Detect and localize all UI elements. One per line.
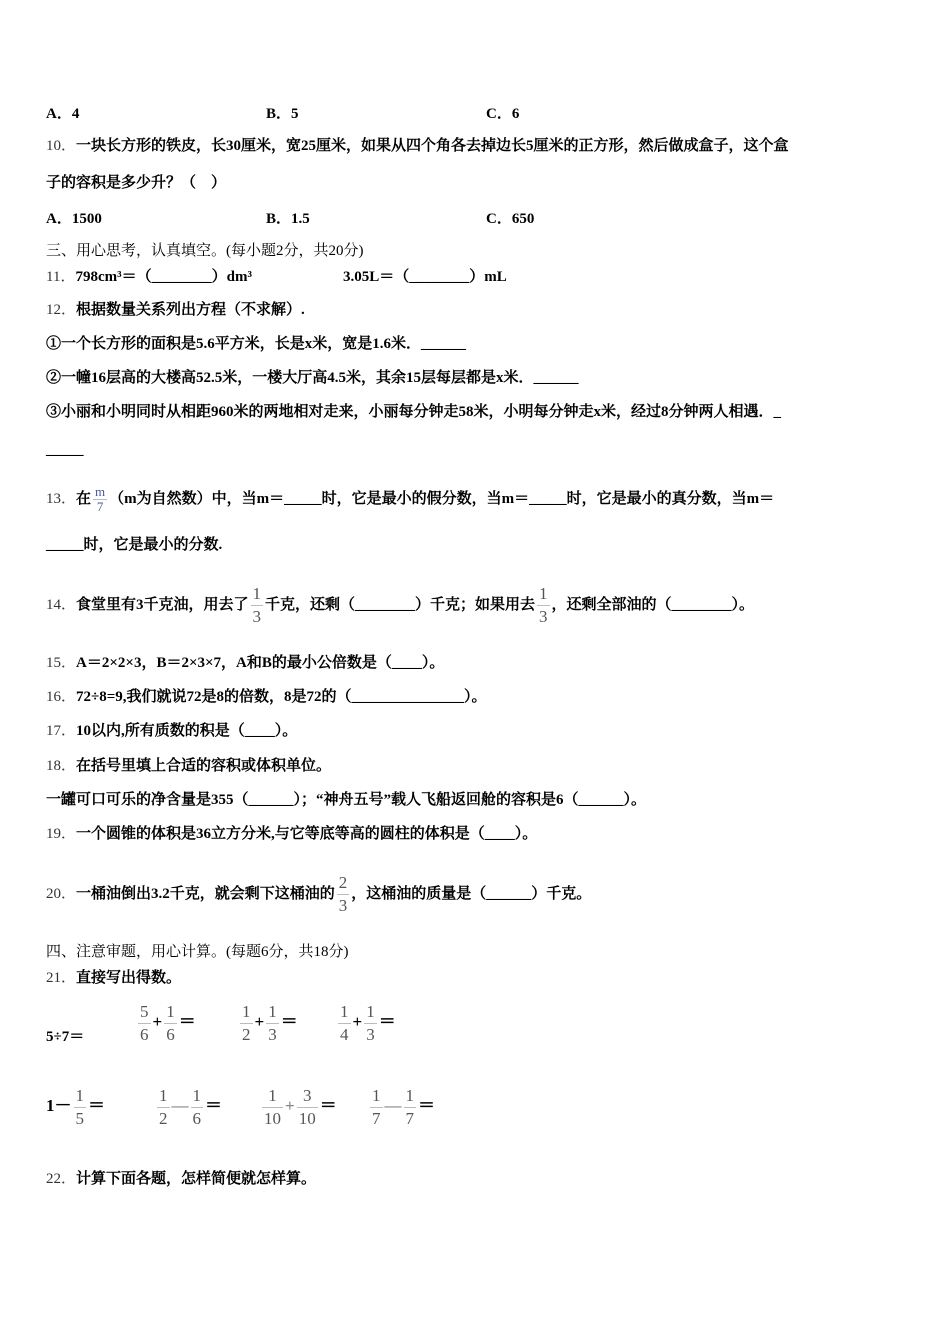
numerator: 3 (297, 1085, 318, 1108)
section-4-heading: 四、注意审题，用心计算。(每题6分，共18分) (46, 944, 349, 960)
section-3-heading: 三、用心思考，认真填空。(每小题2分，共20分) (46, 243, 364, 259)
q17-text: 10以内,所有质数的积是（____）。 (76, 723, 298, 739)
question-12 (46, 300, 305, 320)
numerator: 1 (157, 1085, 170, 1108)
q-number: 18． (46, 758, 77, 774)
denominator: 5 (75, 1109, 84, 1128)
q14-text-b: 千克，还剩（________）千克；如果用去 (265, 597, 536, 613)
q21-text: 直接写出得数。 (76, 970, 182, 986)
q12-item-2: ②一幢16层高的大楼高52.5米，一楼大厅高4.5米，其余15层每层都是x米．______ (46, 370, 579, 386)
fraction (364, 1001, 377, 1046)
equals-sign: ＝ (178, 1011, 196, 1031)
fraction (93, 485, 107, 514)
calc-item: 5÷7＝ (46, 1029, 85, 1045)
q-number: 21． (46, 970, 77, 986)
q-number: 22． (46, 1171, 77, 1187)
denominator: 7 (96, 499, 104, 514)
numerator: 1 (364, 1001, 377, 1024)
question-16 (46, 687, 487, 707)
q14-text-c: ，还剩全部油的（________）。 (551, 597, 755, 613)
q10-option-a: A．1500 (46, 211, 102, 227)
q13-text-b: （m为自然数）中，当m＝_____时，它是最小的假分数，当m＝_____时，它是最小的真分数，当m＝ (109, 490, 775, 507)
q12-item-3: ③小丽和小明同时从相距960米的两地相对走来，小丽每分钟走58米，小明每分钟走x米，经过8分钟两人相遇．_ (46, 404, 782, 420)
q13-text-a: 在 (76, 490, 92, 507)
fraction (240, 1001, 253, 1046)
q16-text: 72÷8=9,我们就说72是8的倍数，8是72的（_______________）。 (76, 689, 487, 705)
q12-item-1: ①一个长方形的面积是5.6平方米，长是x米，宽是1.6米．______ (46, 336, 467, 352)
equals-sign: ＝ (378, 1011, 396, 1031)
equals-sign: ＝ (88, 1095, 105, 1115)
q10-text: 一块长方形的铁皮，长30厘米，宽25厘米，如果从四个角各去掉边长5厘米的正方形，然后做成盒子，这个盒 (76, 138, 789, 154)
denominator: 6 (192, 1109, 201, 1128)
q9-option-c: C．6 (486, 106, 520, 122)
numerator: 1 (537, 583, 550, 606)
fraction (266, 1001, 279, 1046)
equals-sign: ＝ (280, 1011, 298, 1031)
question-13 (46, 485, 774, 514)
q14-text-a: 食堂里有3千克油，用去了 (76, 597, 249, 613)
fraction (404, 1085, 417, 1130)
q9-option-b: B．5 (266, 106, 299, 122)
question-22 (46, 1169, 316, 1189)
q-number: 16． (46, 689, 77, 705)
lead-text: 1－ (46, 1095, 72, 1115)
fraction (164, 1001, 177, 1046)
fraction (537, 583, 550, 628)
q-number: 14． (46, 597, 77, 613)
operator: + (352, 1011, 363, 1031)
q10-cont: 子的容积是多少升？（ ） (46, 175, 227, 191)
question-14 (46, 583, 754, 628)
denominator: 4 (340, 1025, 349, 1044)
q-number: 20． (46, 886, 77, 902)
numerator: 5 (138, 1001, 151, 1024)
q11-part-b: 3.05L＝（________）mL (343, 269, 507, 285)
fraction (338, 1001, 351, 1046)
denominator: 2 (159, 1109, 168, 1128)
fraction (297, 1085, 318, 1130)
fraction (157, 1085, 170, 1130)
q-number: 19． (46, 826, 77, 842)
numerator: m (95, 484, 106, 499)
calc-item (136, 1001, 196, 1046)
denominator: 3 (539, 607, 548, 627)
question-17 (46, 721, 297, 741)
denominator: 7 (405, 1109, 414, 1128)
q12-text: 根据数量关系列出方程（不求解）. (76, 302, 305, 318)
calc-item (260, 1085, 337, 1130)
q13-cont: _____时，它是最小的分数. (46, 537, 223, 553)
operator: + (285, 1095, 295, 1115)
equals-sign: ＝ (418, 1095, 435, 1115)
fraction (262, 1085, 283, 1130)
denominator: 10 (264, 1109, 281, 1128)
q18-text: 在括号里填上合适的容积或体积单位。 (76, 758, 332, 774)
numerator: 1 (338, 1001, 351, 1024)
calc-item (238, 1001, 298, 1046)
numerator: 2 (337, 872, 350, 895)
numerator: 1 (262, 1085, 283, 1108)
question-10 (46, 136, 789, 156)
operator: + (152, 1011, 163, 1031)
question-15 (46, 653, 444, 673)
fraction (191, 1085, 204, 1130)
fraction (251, 583, 264, 628)
q12-item-3-cont: _____ (46, 442, 84, 458)
calc-item (155, 1085, 222, 1130)
q-number: 15． (46, 655, 77, 671)
numerator: 1 (240, 1001, 253, 1024)
equals-sign: ＝ (205, 1095, 222, 1115)
question-21 (46, 968, 181, 988)
calc-item (336, 1001, 396, 1046)
q9-option-a: A．4 (46, 106, 80, 122)
denominator: 6 (140, 1025, 149, 1044)
q20-text-a: 一桶油倒出3.2千克，就会剩下这桶油的 (76, 886, 335, 902)
q19-text: 一个圆锥的体积是36立方分米,与它等底等高的圆柱的体积是（____）。 (76, 826, 538, 842)
fraction (370, 1085, 383, 1130)
denominator: 6 (166, 1025, 175, 1044)
calc-item (46, 1085, 105, 1130)
denominator: 3 (338, 896, 348, 916)
numerator: 1 (404, 1085, 417, 1108)
operator: — (171, 1095, 189, 1115)
denominator: 3 (268, 1025, 277, 1044)
question-19 (46, 824, 537, 844)
question-20 (46, 872, 591, 917)
operator: + (254, 1011, 265, 1031)
calc-item (368, 1085, 435, 1130)
q-number: 11． (46, 269, 76, 285)
fraction (74, 1085, 87, 1130)
equals-sign: ＝ (319, 1095, 337, 1115)
q22-text: 计算下面各题，怎样简便就怎样算。 (76, 1171, 317, 1187)
q20-text-b: ，这桶油的质量是（______）千克。 (351, 886, 592, 902)
q10-option-b: B．1.5 (266, 211, 310, 227)
numerator: 1 (74, 1085, 87, 1108)
numerator: 1 (251, 583, 264, 606)
q10-option-c: C．650 (486, 211, 535, 227)
numerator: 1 (370, 1085, 383, 1108)
operator: — (384, 1095, 402, 1115)
q18-sub: 一罐可口可乐的净含量是355（______）；“神舟五号”载人飞船返回舱的容积是6（______）。 (46, 792, 647, 808)
numerator: 1 (164, 1001, 177, 1024)
denominator: 2 (242, 1025, 251, 1044)
numerator: 1 (191, 1085, 204, 1108)
denominator: 3 (366, 1025, 375, 1044)
fraction (138, 1001, 151, 1046)
q-number: 13． (46, 490, 77, 507)
question-18 (46, 756, 331, 776)
denominator: 7 (372, 1109, 381, 1128)
q15-text: A＝2×2×3，B＝2×3×7，A和B的最小公倍数是（____）。 (76, 655, 445, 671)
denominator: 3 (252, 607, 262, 627)
q-number: 10． (46, 138, 77, 154)
q-number: 17． (46, 723, 77, 739)
fraction (337, 872, 350, 917)
question-11 (46, 267, 252, 287)
numerator: 1 (266, 1001, 279, 1024)
q-number: 12． (46, 302, 77, 318)
q11-part-a: 798cm³＝（________）dm³ (75, 269, 252, 285)
denominator: 10 (298, 1109, 316, 1128)
